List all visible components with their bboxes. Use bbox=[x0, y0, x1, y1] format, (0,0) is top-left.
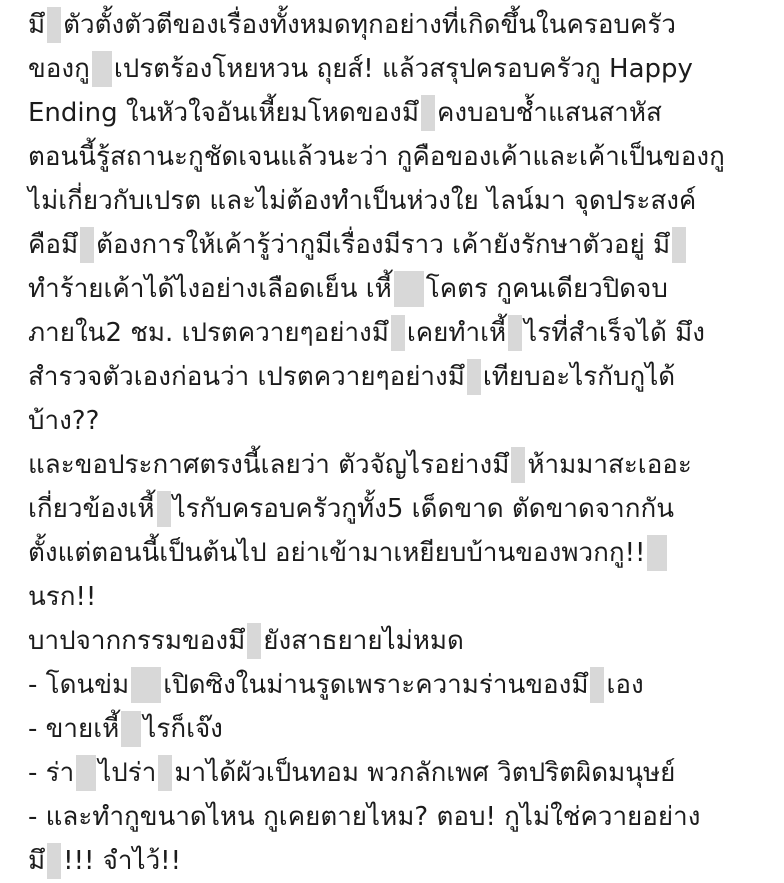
redaction-block bbox=[47, 7, 61, 43]
text-segment: คือมึ bbox=[28, 229, 79, 260]
text-segment: ห้ามมาสะเออะ bbox=[527, 449, 692, 480]
text-segment: ตั้งแต่ตอนนี้เป็นต้นไป อย่าเข้ามาเหยียบบ้านของพวกกู!! bbox=[28, 537, 646, 568]
text-line bbox=[28, 222, 768, 266]
text-line bbox=[28, 398, 768, 442]
redaction-block bbox=[672, 227, 686, 263]
text-segment: !!! จำไว้!! bbox=[63, 845, 182, 876]
text-segment: ของกู bbox=[28, 53, 90, 84]
redaction-block bbox=[47, 843, 61, 879]
text-segment: - และทำกูขนาดไหน กูเคยตายไหม? ตอบ! กูไม่ใช่ควายอย่าง bbox=[28, 801, 701, 832]
redaction-block bbox=[590, 667, 604, 703]
text-segment: ภายใน2 ชม. เปรตควายๆอย่างมึ bbox=[28, 317, 389, 348]
text-segment: ทำร้ายเค้าได้ไงอย่างเลือดเย็น เหี้ bbox=[28, 273, 392, 304]
text-segment: บาปจากกรรมของมึ bbox=[28, 625, 246, 656]
text-segment: เกี่ยวข้องเหี้ bbox=[28, 493, 155, 524]
text-line bbox=[28, 706, 768, 750]
text-line bbox=[28, 178, 768, 222]
text-segment: โคตร กูคนเดียวปิดจบ bbox=[425, 273, 668, 304]
text-line bbox=[28, 354, 768, 398]
redaction-block bbox=[421, 95, 435, 131]
text-segment: เปิดซิงในม่านรูดเพราะความร่านของมึ bbox=[163, 669, 589, 700]
text-line bbox=[28, 134, 768, 178]
text-segment: ไรก็เจ๊ง bbox=[143, 713, 223, 744]
text-segment: สำรวจตัวเองก่อนว่า เปรตควายๆอย่างมึ bbox=[28, 361, 465, 392]
redaction-block bbox=[467, 359, 481, 395]
text-line bbox=[28, 2, 768, 46]
text-segment: - ขายเหี้ bbox=[28, 713, 120, 744]
redaction-block bbox=[511, 447, 525, 483]
text-segment: คงบอบช้ำแสนสาหัส bbox=[437, 97, 662, 128]
text-segment: มาได้ผัวเป็นทอม พวกลักเพศ วิตปริตผิดมนุษย์ bbox=[174, 757, 676, 788]
text-segment: - ร่า bbox=[28, 757, 75, 788]
text-segment: เปรตร้องโหยหวน ถุยส์! แล้วสรุปครอบครัวกู Happy bbox=[113, 53, 693, 84]
redaction-block bbox=[80, 227, 94, 263]
text-segment: มึ bbox=[28, 845, 46, 876]
post-text bbox=[28, 2, 768, 882]
text-segment: ตัวตั้งตัวตีของเรื่องทั้งหมดทุกอย่างที่เกิดขึ้นในครอบครัว bbox=[63, 9, 676, 40]
redaction-block bbox=[131, 667, 161, 703]
text-line bbox=[28, 530, 768, 574]
text-segment: เทียบอะไรกับกูได้ bbox=[482, 361, 676, 392]
text-segment: ไรที่สำเร็จได้ มึง bbox=[524, 317, 705, 348]
text-segment: มึ bbox=[28, 9, 46, 40]
text-line bbox=[28, 662, 768, 706]
text-line bbox=[28, 794, 768, 838]
text-line bbox=[28, 838, 768, 882]
text-line bbox=[28, 442, 768, 486]
text-segment: เคยทำเหี้ bbox=[406, 317, 507, 348]
text-segment: ไปร่า bbox=[98, 757, 157, 788]
text-line bbox=[28, 90, 768, 134]
text-segment: เอง bbox=[606, 669, 644, 700]
redaction-block bbox=[76, 755, 96, 791]
text-segment: ยังสาธยายไม่หมด bbox=[263, 625, 464, 656]
text-segment: ไรกับครอบครัวกูทั้ง5 เด็ดขาด ตัดขาดจากกัน bbox=[172, 493, 674, 524]
text-line bbox=[28, 574, 768, 618]
text-segment: Ending ในหัวใจอันเหี้ยมโหดของมึ bbox=[28, 97, 420, 128]
redaction-block bbox=[92, 51, 112, 87]
text-line bbox=[28, 486, 768, 530]
redaction-block bbox=[247, 623, 261, 659]
redaction-block bbox=[391, 315, 405, 351]
text-line bbox=[28, 310, 768, 354]
redaction-block bbox=[158, 755, 172, 791]
text-line bbox=[28, 46, 768, 90]
text-line bbox=[28, 750, 768, 794]
redaction-block bbox=[647, 535, 667, 571]
text-segment: และขอประกาศตรงนี้เลยว่า ตัวจัญไรอย่างมึ bbox=[28, 449, 510, 480]
redaction-block bbox=[121, 711, 141, 747]
text-line bbox=[28, 266, 768, 310]
text-segment: - โดนข่ม bbox=[28, 669, 130, 700]
redaction-block bbox=[157, 491, 171, 527]
text-segment: ไม่เกี่ยวกับเปรต และไม่ต้องทำเป็นห่วงใย ไลน์มา จุดประสงค์ bbox=[28, 185, 697, 216]
redaction-block bbox=[508, 315, 522, 351]
text-segment: ต้องการให้เค้ารู้ว่ากูมีเรื่องมีราว เค้ายังรักษาตัวอยู่ มึ bbox=[96, 229, 671, 260]
text-segment: นรก!! bbox=[28, 581, 97, 612]
text-segment: ตอนนี้รู้สถานะกูชัดเจนแล้วนะว่า กูคือของเค้าและเค้าเป็นของกู bbox=[28, 141, 725, 172]
redaction-block bbox=[394, 271, 424, 307]
text-segment: บ้าง?? bbox=[28, 405, 100, 436]
text-line bbox=[28, 618, 768, 662]
